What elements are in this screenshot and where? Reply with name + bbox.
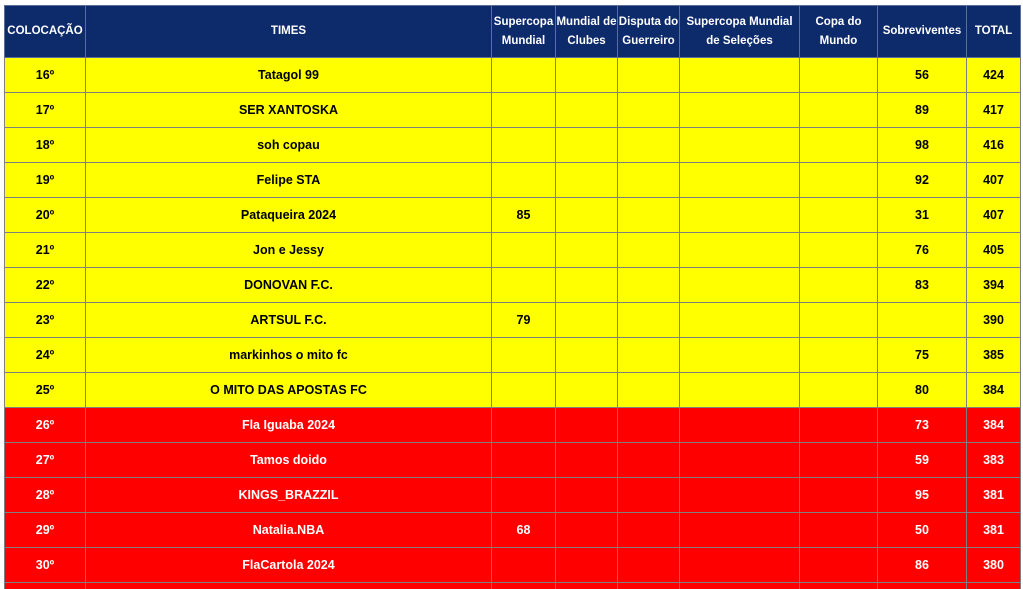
table-row [5, 408, 1021, 443]
supercopa-selecoes-cell [680, 268, 800, 303]
header-mundial-de-clubes: Mundial de Clubes [556, 6, 618, 58]
disputa-guerreiro-cell [618, 58, 680, 93]
team-name-cell: Fla Iguaba 2024 [86, 408, 492, 443]
team-name-cell: Tatagol 99 [86, 58, 492, 93]
sobreviventes-cell: 95 [878, 478, 967, 513]
disputa-guerreiro-cell [618, 513, 680, 548]
position-cell: 28º [5, 478, 86, 513]
sobreviventes-cell: 50 [878, 513, 967, 548]
sobreviventes-cell [878, 303, 967, 338]
mundial-clubes-cell [556, 443, 618, 478]
mundial-clubes-cell [556, 408, 618, 443]
table-row [5, 58, 1021, 93]
supercopa-selecoes-cell [680, 303, 800, 338]
table-row [5, 93, 1021, 128]
copa-do-mundo-cell [800, 93, 878, 128]
supercopa-selecoes-cell [680, 443, 800, 478]
header-total: TOTAL [967, 6, 1021, 58]
mundial-clubes-cell [556, 513, 618, 548]
position-cell: 29º [5, 513, 86, 548]
sobreviventes-cell: 75 [878, 338, 967, 373]
supercopa-selecoes-cell [680, 163, 800, 198]
header-row [5, 6, 1021, 58]
partial-cell [878, 583, 967, 589]
team-name-cell: O MITO DAS APOSTAS FC [86, 373, 492, 408]
header-disputa-do-guerreiro: Disputa do Guerreiro [618, 6, 680, 58]
total-cell: 407 [967, 163, 1021, 198]
mundial-clubes-cell [556, 233, 618, 268]
copa-do-mundo-cell [800, 268, 878, 303]
total-cell: 407 [967, 198, 1021, 233]
supercopa-mundial-cell: 79 [492, 303, 556, 338]
position-cell: 22º [5, 268, 86, 303]
supercopa-selecoes-cell [680, 513, 800, 548]
supercopa-mundial-cell [492, 338, 556, 373]
copa-do-mundo-cell [800, 128, 878, 163]
position-cell: 17º [5, 93, 86, 128]
disputa-guerreiro-cell [618, 93, 680, 128]
position-cell: 18º [5, 128, 86, 163]
team-name-cell: FlaCartola 2024 [86, 548, 492, 583]
disputa-guerreiro-cell [618, 303, 680, 338]
mundial-clubes-cell [556, 338, 618, 373]
mundial-clubes-cell [556, 548, 618, 583]
sobreviventes-cell: 73 [878, 408, 967, 443]
disputa-guerreiro-cell [618, 548, 680, 583]
copa-do-mundo-cell [800, 198, 878, 233]
copa-do-mundo-cell [800, 58, 878, 93]
table-row [5, 373, 1021, 408]
disputa-guerreiro-cell [618, 338, 680, 373]
total-cell: 416 [967, 128, 1021, 163]
table-row [5, 443, 1021, 478]
partial-cell [618, 583, 680, 589]
header-supercopa-mundial-selecoes: Supercopa Mundial de Seleções [680, 6, 800, 58]
mundial-clubes-cell [556, 303, 618, 338]
table-row-partial [5, 583, 1021, 589]
supercopa-mundial-cell [492, 58, 556, 93]
position-cell: 25º [5, 373, 86, 408]
partial-cell [556, 583, 618, 589]
total-cell: 394 [967, 268, 1021, 303]
total-cell: 390 [967, 303, 1021, 338]
copa-do-mundo-cell [800, 548, 878, 583]
supercopa-mundial-cell [492, 268, 556, 303]
team-name-cell: KINGS_BRAZZIL [86, 478, 492, 513]
partial-cell [492, 583, 556, 589]
supercopa-selecoes-cell [680, 58, 800, 93]
sobreviventes-cell: 98 [878, 128, 967, 163]
header-copa-do-mundo: Copa do Mundo [800, 6, 878, 58]
supercopa-mundial-cell [492, 548, 556, 583]
team-name-cell: ARTSUL F.C. [86, 303, 492, 338]
position-cell: 26º [5, 408, 86, 443]
supercopa-mundial-cell [492, 233, 556, 268]
sobreviventes-cell: 92 [878, 163, 967, 198]
supercopa-selecoes-cell [680, 478, 800, 513]
total-cell: 417 [967, 93, 1021, 128]
standings-table [4, 5, 1021, 589]
supercopa-mundial-cell [492, 128, 556, 163]
supercopa-mundial-cell: 85 [492, 198, 556, 233]
supercopa-selecoes-cell [680, 233, 800, 268]
disputa-guerreiro-cell [618, 478, 680, 513]
header-colocacao: COLOCAÇÃO [5, 6, 86, 58]
supercopa-selecoes-cell [680, 408, 800, 443]
supercopa-mundial-cell [492, 408, 556, 443]
total-cell: 380 [967, 548, 1021, 583]
disputa-guerreiro-cell [618, 443, 680, 478]
header-times: TIMES [86, 6, 492, 58]
table-row [5, 268, 1021, 303]
mundial-clubes-cell [556, 373, 618, 408]
supercopa-selecoes-cell [680, 338, 800, 373]
supercopa-mundial-cell [492, 373, 556, 408]
table-row [5, 548, 1021, 583]
copa-do-mundo-cell [800, 443, 878, 478]
total-cell: 381 [967, 513, 1021, 548]
mundial-clubes-cell [556, 268, 618, 303]
partial-cell [5, 583, 86, 589]
total-cell: 384 [967, 408, 1021, 443]
supercopa-selecoes-cell [680, 93, 800, 128]
copa-do-mundo-cell [800, 478, 878, 513]
position-cell: 21º [5, 233, 86, 268]
sobreviventes-cell: 76 [878, 233, 967, 268]
total-cell: 383 [967, 443, 1021, 478]
total-cell: 381 [967, 478, 1021, 513]
copa-do-mundo-cell [800, 373, 878, 408]
supercopa-mundial-cell [492, 478, 556, 513]
disputa-guerreiro-cell [618, 408, 680, 443]
copa-do-mundo-cell [800, 513, 878, 548]
table-row [5, 128, 1021, 163]
team-name-cell: Natalia.NBA [86, 513, 492, 548]
table-row [5, 513, 1021, 548]
supercopa-mundial-cell [492, 443, 556, 478]
supercopa-selecoes-cell [680, 373, 800, 408]
partial-cell [680, 583, 800, 589]
sobreviventes-cell: 56 [878, 58, 967, 93]
partial-cell [967, 583, 1021, 589]
table-row [5, 338, 1021, 373]
mundial-clubes-cell [556, 198, 618, 233]
total-cell: 385 [967, 338, 1021, 373]
team-name-cell: Tamos doido [86, 443, 492, 478]
team-name-cell: SER XANTOSKA [86, 93, 492, 128]
position-cell: 24º [5, 338, 86, 373]
mundial-clubes-cell [556, 478, 618, 513]
supercopa-selecoes-cell [680, 128, 800, 163]
total-cell: 424 [967, 58, 1021, 93]
supercopa-mundial-cell: 68 [492, 513, 556, 548]
disputa-guerreiro-cell [618, 233, 680, 268]
mundial-clubes-cell [556, 93, 618, 128]
table-row [5, 163, 1021, 198]
position-cell: 19º [5, 163, 86, 198]
team-name-cell: Jon e Jessy [86, 233, 492, 268]
total-cell: 384 [967, 373, 1021, 408]
team-name-cell: Pataqueira 2024 [86, 198, 492, 233]
header-supercopa-mundial: Supercopa Mundial [492, 6, 556, 58]
position-cell: 16º [5, 58, 86, 93]
table-row [5, 198, 1021, 233]
disputa-guerreiro-cell [618, 163, 680, 198]
disputa-guerreiro-cell [618, 198, 680, 233]
total-cell: 405 [967, 233, 1021, 268]
copa-do-mundo-cell [800, 338, 878, 373]
mundial-clubes-cell [556, 128, 618, 163]
header-sobreviventes: Sobreviventes [878, 6, 967, 58]
sobreviventes-cell: 80 [878, 373, 967, 408]
supercopa-mundial-cell [492, 163, 556, 198]
table-row [5, 233, 1021, 268]
supercopa-selecoes-cell [680, 198, 800, 233]
copa-do-mundo-cell [800, 233, 878, 268]
disputa-guerreiro-cell [618, 268, 680, 303]
mundial-clubes-cell [556, 58, 618, 93]
position-cell: 30º [5, 548, 86, 583]
disputa-guerreiro-cell [618, 373, 680, 408]
team-name-cell: markinhos o mito fc [86, 338, 492, 373]
copa-do-mundo-cell [800, 163, 878, 198]
position-cell: 20º [5, 198, 86, 233]
sobreviventes-cell: 59 [878, 443, 967, 478]
copa-do-mundo-cell [800, 303, 878, 338]
table-row [5, 478, 1021, 513]
table-row [5, 303, 1021, 338]
sobreviventes-cell: 86 [878, 548, 967, 583]
team-name-cell: soh copau [86, 128, 492, 163]
copa-do-mundo-cell [800, 408, 878, 443]
supercopa-mundial-cell [492, 93, 556, 128]
mundial-clubes-cell [556, 163, 618, 198]
sobreviventes-cell: 83 [878, 268, 967, 303]
supercopa-selecoes-cell [680, 548, 800, 583]
team-name-cell: Felipe STA [86, 163, 492, 198]
partial-cell [800, 583, 878, 589]
sobreviventes-cell: 89 [878, 93, 967, 128]
partial-cell [86, 583, 492, 589]
position-cell: 27º [5, 443, 86, 478]
sobreviventes-cell: 31 [878, 198, 967, 233]
team-name-cell: DONOVAN F.C. [86, 268, 492, 303]
position-cell: 23º [5, 303, 86, 338]
disputa-guerreiro-cell [618, 128, 680, 163]
